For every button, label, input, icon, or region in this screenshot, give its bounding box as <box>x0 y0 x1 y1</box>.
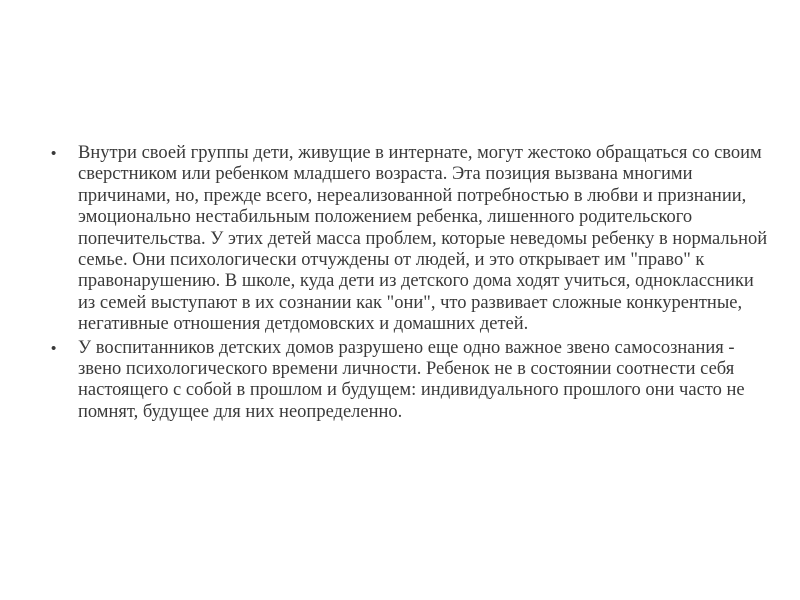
bullet-item <box>48 338 768 424</box>
bullet-dot-icon: • <box>51 145 57 162</box>
slide-body <box>48 143 768 425</box>
bullet-item <box>48 143 768 336</box>
bullet-text: У воспитанников детских домов разрушено еще одно важное звено самосознания - звено психологического времени личности. Ребенок не в состоянии соотнести себя настоящего с собой в прошлом и будущем: индивидуального прошлого они часто не помнят, будущее для них неопределенно. <box>78 337 745 422</box>
bullet-dot-icon: • <box>51 339 57 357</box>
bullet-text: Внутри своей группы дети, живущие в интернате, могут жестоко обращаться со своим сверстником или ребенком младшего возраста. Эта позиция вызвана многими причинами, но, прежде всего, нереализованной потребностью в любви и признании, эмоционально нестабильным положением ребенка, лишенного родительского попечительства. У этих детей масса проблем, которые неведомы ребенку в нормальной семье. Они психологически отчуждены от людей, и это открывает им "право" к правонарушению. В школе, куда дети из детского дома ходят учиться, одноклассники из семей выступают в их сознании как "они", что развивает сложные конкурентные, негативные отношения детдомовских и домашних детей. <box>78 143 768 335</box>
bullet-list <box>48 143 768 423</box>
